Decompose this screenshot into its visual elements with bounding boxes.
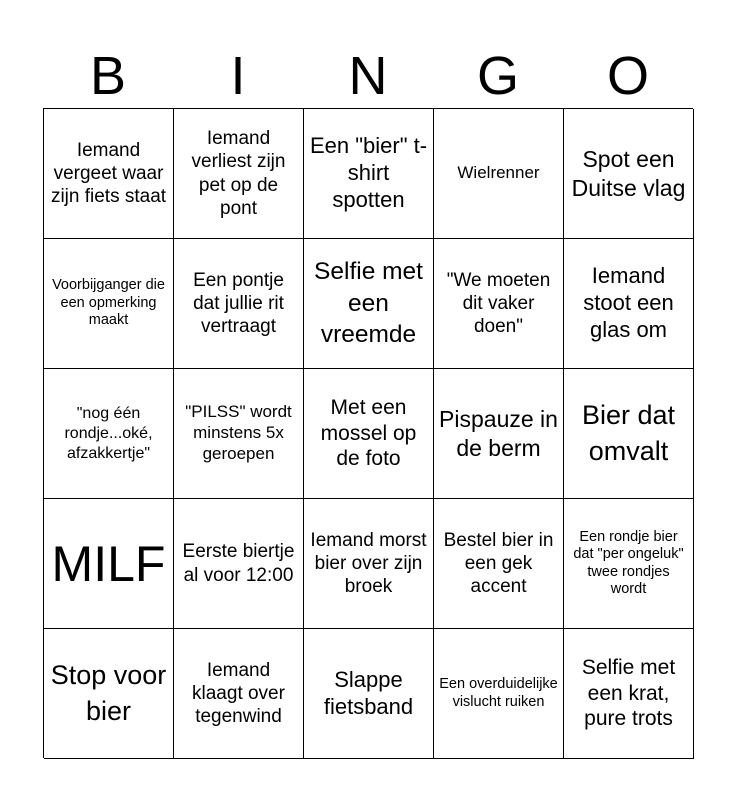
bingo-cell[interactable] bbox=[44, 499, 174, 629]
bingo-cell[interactable] bbox=[564, 369, 694, 499]
cell-text: Selfie met een krat, pure trots bbox=[581, 656, 676, 731]
cell-text: Spot een Duitse vlag bbox=[571, 145, 686, 201]
cell-text: Iemand klaagt over tegenwind bbox=[192, 659, 285, 728]
bingo-cell[interactable] bbox=[304, 369, 434, 499]
cell-text: Iemand verliest zijn pet op de pont bbox=[191, 128, 286, 219]
cell-text: Met een mossel op de foto bbox=[320, 396, 417, 471]
bingo-cell[interactable] bbox=[434, 239, 564, 369]
header-letter-b: B bbox=[89, 46, 127, 106]
header-letter-g: G bbox=[476, 46, 519, 106]
bingo-cell[interactable] bbox=[174, 239, 304, 369]
cell-text: Iemand vergeet waar zijn fiets staat bbox=[50, 139, 167, 208]
bingo-cell[interactable] bbox=[564, 499, 694, 629]
cell-text: Een "bier" t-shirt spotten bbox=[309, 133, 428, 212]
bingo-cell[interactable] bbox=[434, 629, 564, 759]
bingo-cell[interactable] bbox=[174, 369, 304, 499]
bingo-header bbox=[43, 44, 693, 108]
cell-text: "nog één rondje...oké, afzakkertje" bbox=[64, 404, 153, 462]
cell-text: Slappe fietsband bbox=[323, 666, 414, 719]
cell-text: Een rondje bier dat "per ongeluk" twee rondjes wordt bbox=[573, 528, 684, 597]
cell-text: MILF bbox=[51, 535, 166, 592]
cell-text: Iemand stoot een glas om bbox=[583, 263, 674, 342]
cell-text: "We moeten dit vaker doen" bbox=[446, 269, 551, 338]
bingo-card bbox=[43, 108, 693, 758]
bingo-cell[interactable] bbox=[174, 629, 304, 759]
header-letter-n: N bbox=[348, 46, 388, 106]
bingo-cell[interactable] bbox=[434, 499, 564, 629]
cell-text: Voorbijganger die een opmerking maakt bbox=[52, 277, 165, 329]
cell-text: Bier dat omvalt bbox=[581, 400, 676, 466]
bingo-cell[interactable] bbox=[174, 499, 304, 629]
bingo-cell[interactable] bbox=[564, 109, 694, 239]
bingo-cell[interactable] bbox=[304, 109, 434, 239]
cell-text: Bestel bier in een gek accent bbox=[443, 529, 554, 598]
bingo-cell[interactable] bbox=[44, 629, 174, 759]
bingo-cell[interactable] bbox=[174, 109, 304, 239]
cell-text: Eerste biertje al voor 12:00 bbox=[182, 541, 295, 586]
bingo-cell[interactable] bbox=[44, 369, 174, 499]
cell-text: Pispauze in de berm bbox=[439, 405, 558, 461]
cell-text: Iemand morst bier over zijn broek bbox=[310, 529, 427, 598]
bingo-cell[interactable] bbox=[564, 239, 694, 369]
cell-text: Wielrenner bbox=[457, 163, 540, 183]
bingo-cell[interactable] bbox=[434, 369, 564, 499]
bingo-cell[interactable] bbox=[564, 629, 694, 759]
bingo-cell[interactable] bbox=[304, 239, 434, 369]
cell-text: Stop voor bier bbox=[50, 660, 167, 726]
cell-text: "PILSS" wordt minstens 5x geroepen bbox=[185, 402, 292, 463]
bingo-cell[interactable] bbox=[304, 499, 434, 629]
cell-text: Selfie met een vreemde bbox=[314, 257, 423, 349]
bingo-cell[interactable] bbox=[304, 629, 434, 759]
header-letter-o: O bbox=[606, 46, 649, 106]
bingo-cell[interactable] bbox=[44, 239, 174, 369]
bingo-cell[interactable] bbox=[434, 109, 564, 239]
bingo-cell[interactable] bbox=[44, 109, 174, 239]
cell-text: Een pontje dat jullie rit vertraagt bbox=[193, 269, 284, 338]
cell-text: Een overduidelijke vislucht ruiken bbox=[439, 676, 558, 710]
header-letter-i: I bbox=[230, 46, 246, 106]
